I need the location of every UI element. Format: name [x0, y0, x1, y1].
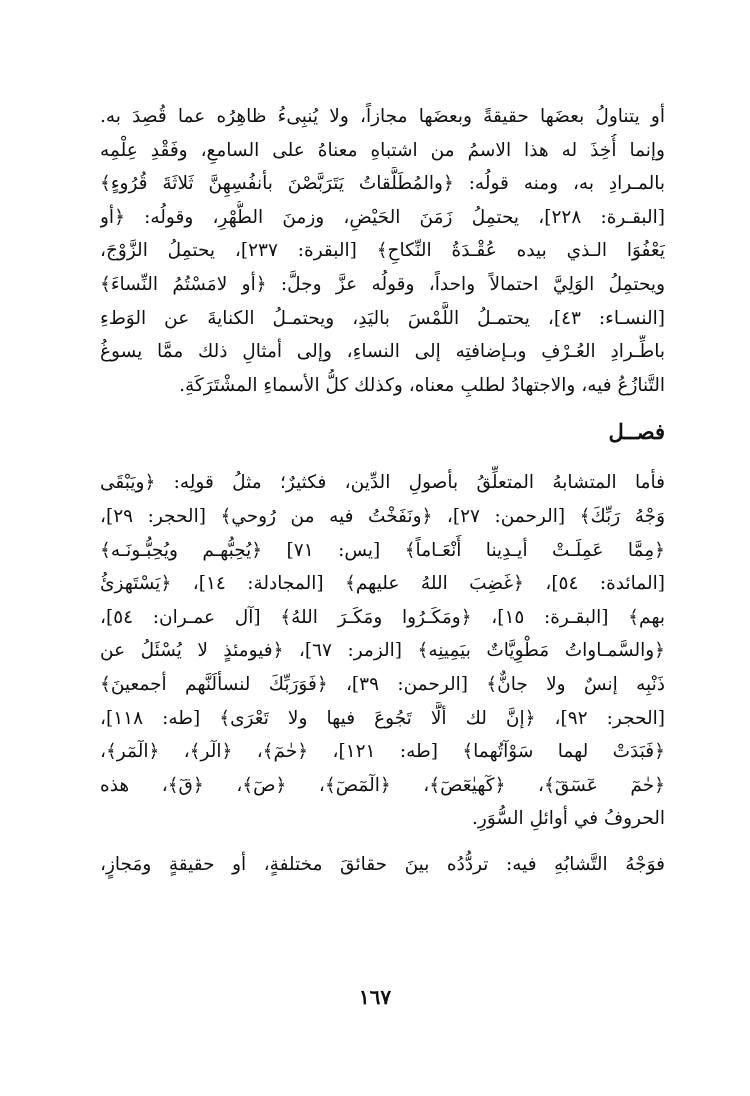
text-line: [النسـاء: ٤٣]، يحتمـلُ اللَّمْسَ باليَدِ، ويحتمـلُ الكنايةَ عن الوَطءِ [100, 307, 665, 329]
text-line: ﴿مِمَّا عَمِلَـتْ أيـدِينا أَنْعَـاماً﴾ [يس: ٧١] ﴿يُحِبُّهـم ويُحِبُّـونَـه﴾ [100, 539, 665, 561]
text-line: فوَجْهُ التَّشابُهِ فيه: تردُّدُه بينَ حقائقَ مختلفةٍ، أو حقيقةٍ ومَجازٍ، [100, 853, 665, 875]
paragraph-1 [100, 100, 665, 402]
text-line: بالمـرادِ به، ومنه قولُه: ﴿والمُطَلَّقاتُ يَتَرَبَّصْنَ بأنفُسِهِنَّ ثَلاثَةَ قُرُوءٍ﴾ [100, 173, 665, 195]
text-line: وَجْهُ رَبِّكَ﴾ [الرحمن: ٢٧]، ﴿ونَفَخْتُ فيه من رُوحي﴾ [الحجر: ٢٩]، [100, 505, 665, 527]
text-line: يَعْفُوَا الـذي بيده عُقْـدَةُ النِّكاحِ﴾ [البقرة: ٢٣٧]، يحتمِلُ الزَّوْجَ، [100, 240, 665, 262]
paragraph-3 [100, 848, 665, 882]
text-line: التَّنازُعُ فيه، والاجتهادُ لطلبِ معناه، وكذلك كلُّ الأسماءِ المشْتَرَكَةِ. [179, 374, 665, 396]
section-heading: فصــل [608, 419, 665, 445]
text-line: أو يتناولُ بعضَها حقيقةً وبعضَها مجازاً، ولا يُنبِىءُ ظاهِرُه عما قُصِدَ به. [100, 106, 665, 127]
text-line: باطِّـرادِ العُـرْفِ وبـإضافتِه إلى النساءِ، وإلى أمثالِ ذلك ممَّا يسوغُ [100, 341, 665, 363]
paragraph-2 [100, 466, 665, 836]
paragraph-gap [100, 836, 665, 848]
text-line: ذَنْبِه إنسٌ ولا جانٌّ﴾ [الرحمن: ٣٩]، ﴿فَوَرَبِّكَ لنسألَنَّهم أجمعينَ﴾ [100, 673, 665, 695]
text-line: [البقـرة: ٢٢٨]، يحتمِلُ زَمَنَ الحَيْضِ، وزمنَ الطُّهْرِ، وقولُه: ﴿أو [100, 206, 665, 228]
text-line: وإنما أُخِذَ له هذا الاسمُ من اشتباهِ معناهُ على السامعِ، وفَقْدِ عِلْمِه [100, 139, 665, 161]
text-line: ﴿والسَّمـاواتُ مَطْوِيَّاتٌ بيَمِينِه﴾ [الزمر: ٦٧]، ﴿فيومئذٍ لا يُسْئَلُ عن [100, 640, 665, 662]
text-line: بهم﴾ [البقـرة: ١٥]، ﴿ومَكَـرُوا ومَكَـرَ اللهُ﴾ [آل عمـران: ٥٤]، [100, 606, 665, 628]
text-line: فأما المتشابهُ المتعلِّقُ بأصولِ الدِّين، فكثيرٌ؛ مثلُ قولِه: ﴿ويَبْقَى [100, 472, 665, 494]
text-line: [الحجر: ٩٢]، ﴿إنَّ لك ألَّا تَجُوعَ فيها ولا تَعْرَى﴾ [طه: ١١٨]، [100, 707, 665, 729]
text-line: ﴿فَبَدَتْ لهما سَوْآتُهما﴾ [طه: ١٢١]، ﴿حٰمٓ﴾، ﴿الٓر﴾، ﴿الٓمٓر﴾، [100, 741, 665, 763]
text-line: ﴿حٰمٓ عٓسٓقٓ﴾، ﴿كٓهيٰعٓصٓ﴾، ﴿الٓمٓصٓ﴾، ﴿صٓ﴾، ﴿قٓ﴾، هذه [100, 774, 665, 796]
text-line: [المائدة: ٥٤]، ﴿غَضِبَ اللهُ عليهم﴾ [المجادلة: ١٤]، ﴿يَسْتَهزئُ [100, 573, 665, 595]
page-body [100, 100, 665, 881]
text-line: ويحتمِلُ الوَلِيَّ احتمالاً واحداً، وقولُه عزَّ وجلَّ: ﴿أو لامَسْتُمُ النِّساءَ﴾ [100, 273, 665, 295]
text-line: الحروفُ في أوائلِ السُّوَرِ. [472, 808, 665, 830]
page-number: ١٦٧ [358, 985, 392, 1009]
